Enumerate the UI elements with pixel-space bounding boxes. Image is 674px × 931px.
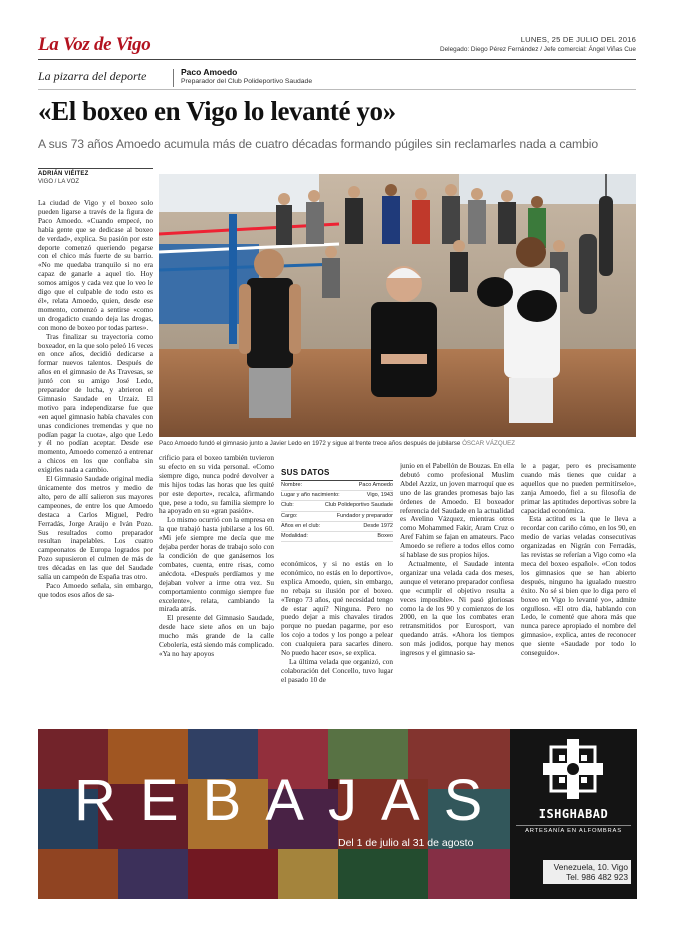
caption-text: Paco Amoedo fundó el gimnasio junto a Javier Ledo en 1972 y sigue al frente trece años después de jubilarse: [159, 440, 461, 447]
article-column-3: [281, 560, 393, 702]
datos-row: [281, 501, 393, 511]
byline: [38, 168, 153, 185]
article-column-5: [521, 462, 636, 702]
paragraph: Paco Amoedo señala, sin embargo, que todos esos años de sa-: [38, 581, 153, 599]
ad-phone: Tel. 986 482 923: [566, 872, 628, 882]
staff-credits: Delegado: Diego Pérez Fernández / Jefe comercial: Ángel Viñas Cue: [440, 46, 636, 53]
paragraph: le a pagar, pero es precisamente cuando más tienes que cuidar a aquellos que no pueden permitírselo», zanja Amoedo, fiel a su filosofía de primar las aptitudes deportivas sobre la capacidad económica.: [521, 462, 636, 515]
paragraph: Tras finalizar su trayectoria como boxeador, en la que solo peleó 16 veces en once años, decidió dedicarse a formar nuevos talentos. Después de años en el gimnasio de As Travesas, se juntó con su amigo José Ledo, preparador de lucha, y abrieron el Gimnasio Saudade en Urzaiz. El motivo para independizarse fue que «en aquel gimnasio había chavales con unas condiciones tremendas y que no podían pagar la cuota», algo que Ledo y él no podían aceptar. Desde ese momento, Amoedo comenzó a entrenar a chicos en los que confiaba sin exigirles nada a cambio.: [38, 332, 153, 475]
datos-value: Fundador y preparador: [336, 512, 393, 519]
ad-address: Venezuela, 10. Vigo: [553, 862, 628, 872]
brand-emblem-icon: [510, 729, 637, 809]
paragraph: Actualmente, el Saudade intenta organizar una velada cada dos meses, aunque el veterano preparador confiesa que «cumplir el objetivo resulta a veces imposible». Ni pasó gloriosas como la de los 90 y comienzos de los 2000, en la que los combates eran retransmitidos por Eurosport, van quedando atrás. «Ahora los tiempos son más jodidos, porque hay menos ingresos y el gimnasio sa-: [400, 559, 514, 658]
paragraph: Lo mismo ocurrió con la empresa en la que trabajó hasta jubilarse a los 60. «Mi jefe siempre me decía que me dejaba perder horas de trabajo solo con la condición de que ganásemos los combates, cuenta, entre risas, como anécdota. «Después perdíamos y me dejaban volver a irme otra vez. Su comportamiento conmigo siempre fue excelente», relata, cambiando la mirada atrás.: [159, 516, 274, 614]
sus-datos-title: SUS DATOS: [281, 468, 393, 481]
datos-row: [281, 491, 393, 501]
section-row: [38, 66, 636, 90]
subheadline: A sus 73 años Amoedo acumula más de cuatro décadas formando púgiles sin reclamarles nada a cambio: [38, 137, 599, 151]
datos-value: Boxeo: [377, 533, 393, 540]
section-title: La pizarra del deporte: [38, 69, 147, 83]
paragraph: La ciudad de Vigo y el boxeo solo pueden ligarse a través de la figura de Paco Amoedo. «Cuando empecé, no había gente que se dedicase al boxeo de verdad», explica. Su pasión por este deporte comenzó queriendo pegarse con el chico más fuerte de su barrio. «No me quedaba tranquilo si no era capaz de ganarle a aquel tío. Hoy somos amigos y cada vez que lo veo le digo que el culpable de todo esto es él», relata Amoedo, quien, desde ese momento, comenzó a sentirse «como un drogadicto cuando deja las drogas, con mono de boxeo por todas partes».: [38, 199, 153, 332]
datos-row: [281, 481, 393, 491]
datos-row: [281, 522, 393, 532]
sus-datos-box: [281, 468, 393, 542]
paragraph: El Gimnasio Saudade original media únicamente dos metros y medio de alto, pero de allí salieron sus mayores campeones, de entre los que Amoedo destaca a Carlos Miguel, Pedro Ferradás, Jorge Araújo e Iván Pozo. Sus resultados como preparador resultan inapelables. Los cuatro campeonatos de Europa logrados por Pozo supusieron el culmen de más de tres décadas en las que del Saudade salía un campeón de España tras otro.: [38, 475, 153, 582]
section-divider: [173, 69, 174, 87]
author-name: ADRIÁN VIÉITEZ: [38, 171, 89, 177]
datos-value: Club Polideportivo Saudade: [324, 502, 393, 509]
datos-label: Club:: [281, 502, 294, 509]
datos-label: Lugar y año nacimiento:: [281, 492, 340, 499]
issue-date: LUNES, 25 DE JULIO DEL 2016: [520, 35, 636, 44]
advertisement[interactable]: [38, 729, 637, 899]
paragraph: Esta actitud es la que le lleva a recordar con cariño cómo, en los 90, en medio de varias veladas consecutivas organizadas en Nigrán con Ferradás, las revistas se referían a Vigo como «la meca del boxeo español». «Con todos los gimnasios que se han abierto después, ninguno ha igualado nuestro éxito. No sé si bien que lo diga pero el boxeo en Vigo lo levanté yo», admite orgulloso. «El otro día, hablando con Ledo, le comenté que ahora más que nunca parece apropiado el nombre del gimnasio», explica, antes de reconocer que siente «Saudade por todo lo conseguido».: [521, 515, 636, 658]
photo-credit: ÓSCAR VÁZQUEZ: [462, 440, 516, 447]
ad-headline: REBAJAS: [74, 768, 507, 833]
datos-value: Desde 1972: [363, 522, 393, 529]
ad-contact: [543, 860, 631, 884]
headline: «El boxeo en Vigo lo levanté yo»: [38, 96, 396, 126]
boxing-gym-photo: [159, 174, 636, 437]
article-photo: [159, 174, 636, 437]
photo-caption: [159, 440, 636, 447]
datos-label: Cargo:: [281, 512, 298, 519]
ad-brand-name: ISHGHABAD: [538, 807, 609, 821]
datos-value: Paco Amoedo: [358, 482, 393, 488]
datos-row: [281, 532, 393, 542]
article-column-2: [159, 454, 274, 702]
masthead: [38, 34, 636, 60]
dateline: VIGO / LA VOZ: [38, 179, 80, 185]
datos-label: Modalidad:: [281, 533, 308, 540]
paragraph: económicos, y si no estás en lo económico, no estás en lo deportivo», explica Amoedo, quien, sin embargo, no rebaja su ilusión por el boxeo. «Tengo 73 años, qué necesidad tengo de estar aquí? Ninguna. Pero no puedo dejar a mis chavales tirados porque no puedan pagarme, por eso los cojo a todos y los pongo a pelear con cualquiera para sacarles dinero. No puedo hacer eso», se explica.: [281, 560, 393, 658]
ad-dates: Del 1 de julio al 31 de agosto: [338, 837, 474, 849]
datos-value: Vigo, 1943: [366, 492, 393, 499]
datos-label: Nombre:: [281, 482, 303, 488]
paragraph: El presente del Gimnasio Saudade, desde hace siete años en un bajo mucho más grande de la calle Cebolería, está siendo más complicado. «Ya no hay apoyos: [159, 614, 274, 658]
interviewee-role: Preparador del Club Polideportivo Saudade: [181, 78, 313, 85]
paragraph: crificio para el boxeo también tuvieron su efecto en su vida personal. «Como siempre digo, nunca podré devolver a mis hijos todas las horas que les quité por este deporte», recalca, afirmando que, pese a todo, su familia siempre lo ha apoyado en su «gran pasión».: [159, 454, 274, 516]
newspaper-logo: La Voz de Vigo: [38, 34, 151, 55]
interviewee-name: Paco Amoedo: [181, 67, 238, 77]
article-column-1: [38, 199, 153, 702]
paragraph: La última velada que organizó, con colaboración del Concello, tuvo lugar el pasado 10 de: [281, 657, 393, 684]
article-column-4: [400, 462, 514, 702]
ad-tagline: ARTESANÍA EN ALFOMBRAS: [516, 825, 631, 834]
datos-label: Años en el club:: [281, 522, 321, 529]
datos-row: [281, 512, 393, 522]
paragraph: junio en el Pabellón de Bouzas. En ella debutó como profesional Muslim Abdel Azziz, un joven marroquí que es uno de las grandes promesas bajo las órdenes de Amoedo. El boxeador referencia del Saudade en la actualidad es Avelino Vázquez, mientras otros como Mohammed Fakir, Aram Cruz o Aref Fahim se fajan en amateurs. Paco Amoedo se refiere a todos ellos como sí hablase de sus propios hijos.: [400, 462, 514, 560]
